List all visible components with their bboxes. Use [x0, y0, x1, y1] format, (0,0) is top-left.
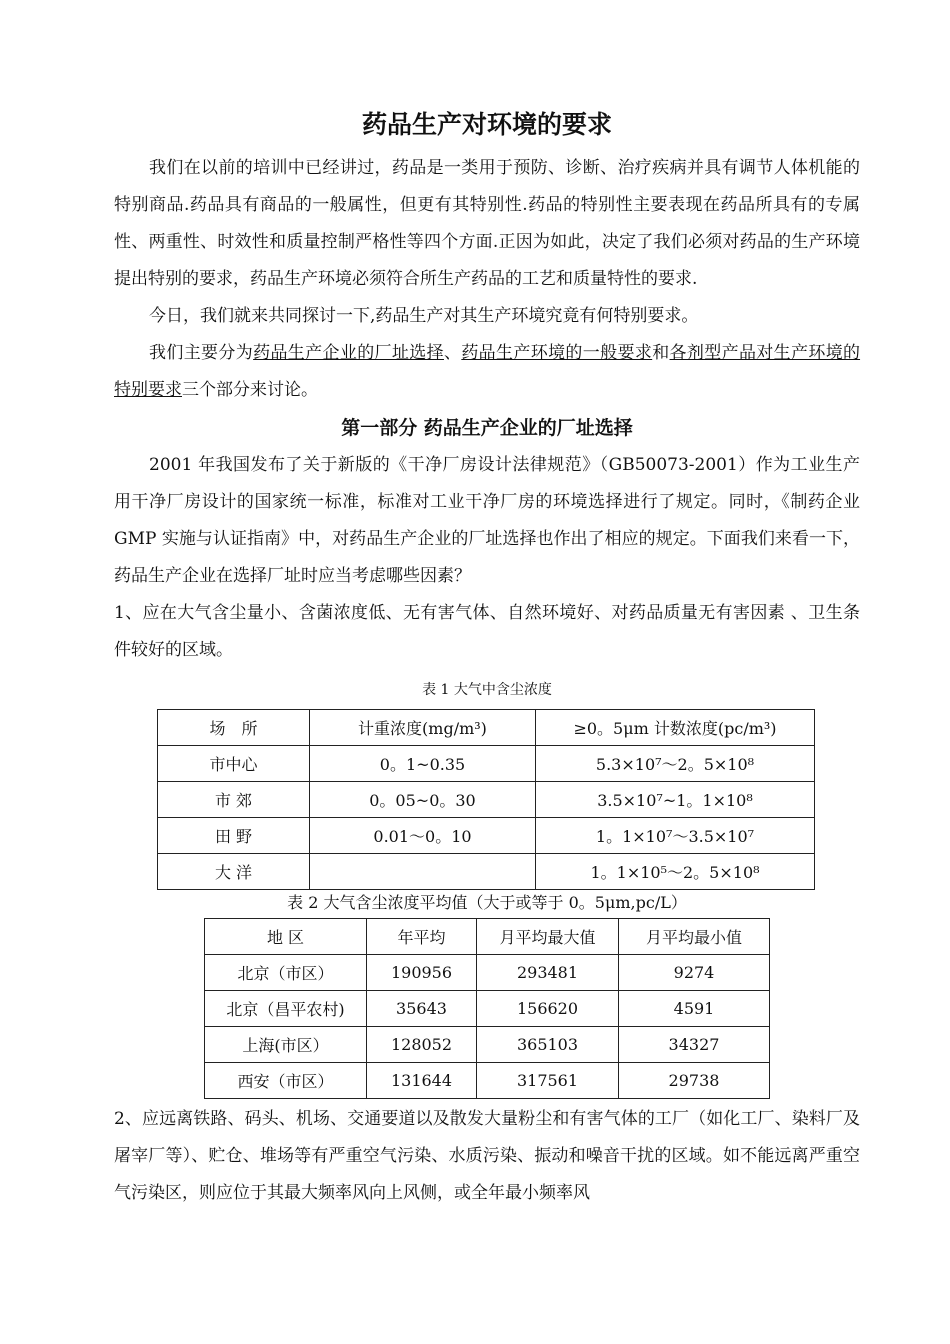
- section-heading: 第一部分 药品生产企业的厂址选择: [341, 417, 633, 439]
- table-cell: 131644: [367, 1063, 477, 1099]
- table-cell: 34327: [619, 1027, 770, 1063]
- table-cell: 田 野: [158, 818, 310, 854]
- table-row: [205, 1063, 770, 1099]
- table-cell: 0.01～0。10: [310, 818, 536, 854]
- intro-paragraph-3: 我们主要分为药品生产企业的厂址选择、药品生产环境的一般要求和各剂型产品对生产环境的特别要求三个部分来讨论。: [114, 343, 861, 400]
- table-cell: 156620: [477, 991, 619, 1027]
- table-cell: 5.3×10⁷～2。5×10⁸: [536, 746, 815, 782]
- table-cell: 北京（昌平农村): [205, 991, 367, 1027]
- section1-paragraph: 2001 年我国发布了关于新版的《干净厂房设计法律规范》（GB50073-2001）作为工业生产用干净厂房设计的国家统一标准，标准对工业干净厂房的环境选择进行了规定。同时，《制药企业 GMP 实施与认证指南》中，对药品生产企业的厂址选择也作出了相应的规定。下面我们来看一下，药品生产企业在选择厂址时应当考虑哪些因素？: [114, 455, 860, 586]
- document-page: [114, 100, 860, 1212]
- table-cell: 9274: [619, 955, 770, 991]
- table-cell: 上海(市区）: [205, 1027, 367, 1063]
- table-cell: 北京（市区）: [205, 955, 367, 991]
- table-cell: 1。1×10⁷～3.5×10⁷: [536, 818, 815, 854]
- table-cell: 293481: [477, 955, 619, 991]
- table-row: [205, 955, 770, 991]
- table-cell: 西安（市区）: [205, 1063, 367, 1099]
- intro-paragraph-2: 今日，我们就来共同探讨一下,药品生产对其生产环境究竟有何特别要求。: [149, 306, 699, 326]
- table-header-cell: 年平均: [367, 919, 477, 955]
- table-cell: [310, 854, 536, 890]
- document-title: 药品生产对环境的要求: [361, 110, 612, 139]
- table2-caption: 表 2 大气含尘浓度平均值（大于或等于 0。5μm,pc/L）: [287, 893, 687, 912]
- table-cell: 128052: [367, 1027, 477, 1063]
- dust-concentration-table: [157, 709, 815, 890]
- list-item-2: 2、应远离铁路、码头、机场、交通要道以及散发大量粉尘和有害气体的工厂（如化工厂、染料厂及屠宰厂等）、贮仓、堆场等有严重空气污染、水质污染、振动和噪音干扰的区域。如不能远离严重空气污染区，则应位于其最大频率风向上风侧，或全年最小频率风: [114, 1109, 860, 1203]
- underlined-topic-3: 各剂型产品对生产环境的特别要求: [114, 343, 861, 400]
- average-dust-table: [204, 918, 770, 1099]
- table-cell: 365103: [477, 1027, 619, 1063]
- table-row: [205, 1027, 770, 1063]
- table-header-cell: 地 区: [205, 919, 367, 955]
- table-header-cell: 计重浓度(mg/m³): [310, 710, 536, 746]
- table-cell: 29738: [619, 1063, 770, 1099]
- table-cell: 190956: [367, 955, 477, 991]
- table-cell: 0。1~0.35: [310, 746, 536, 782]
- table-cell: 市中心: [158, 746, 310, 782]
- table-header-cell: ≥0。5μm 计数浓度(pc/m³): [536, 710, 815, 746]
- table-cell: 市 郊: [158, 782, 310, 818]
- table-cell: 3.5×10⁷~1。1×10⁸: [536, 782, 815, 818]
- table-cell: 0。05~0。30: [310, 782, 536, 818]
- table-row: [205, 991, 770, 1027]
- table1-caption: 表 1 大气中含尘浓度: [422, 682, 552, 698]
- table-header-cell: 月平均最大值: [477, 919, 619, 955]
- table-cell: 大 洋: [158, 854, 310, 890]
- table-row: [158, 854, 815, 890]
- table-cell: 4591: [619, 991, 770, 1027]
- underlined-topic-1: 药品生产企业的厂址选择: [253, 343, 444, 363]
- table-header-row: [205, 919, 770, 955]
- table-cell: 1。1×10⁵～2。5×10⁸: [536, 854, 815, 890]
- table-row: [158, 818, 815, 854]
- table-header-cell: 月平均最小值: [619, 919, 770, 955]
- table-header-cell: 场 所: [158, 710, 310, 746]
- table-cell: 35643: [367, 991, 477, 1027]
- list-item-1: 1、应在大气含尘量小、含菌浓度低、无有害气体、自然环境好、对药品质量无有害因素 、卫生条件较好的区域。: [114, 603, 860, 660]
- underlined-topic-2: 药品生产环境的一般要求: [461, 343, 653, 363]
- table-cell: 317561: [477, 1063, 619, 1099]
- table-row: [158, 782, 815, 818]
- table-row: [158, 746, 815, 782]
- intro-paragraph-1: 我们在以前的培训中已经讲过，药品是一类用于预防、诊断、治疗疾病并具有调节人体机能的特别商品.药品具有商品的一般属性，但更有其特别性.药品的特别性主要表现在药品所具有的专属性、两重性、时效性和质量控制严格性等四个方面.正因为如此，决定了我们必须对药品的生产环境提出特别的要求，药品生产环境必须符合所生产药品的工艺和质量特性的要求.: [114, 158, 860, 289]
- table-header-row: [158, 710, 815, 746]
